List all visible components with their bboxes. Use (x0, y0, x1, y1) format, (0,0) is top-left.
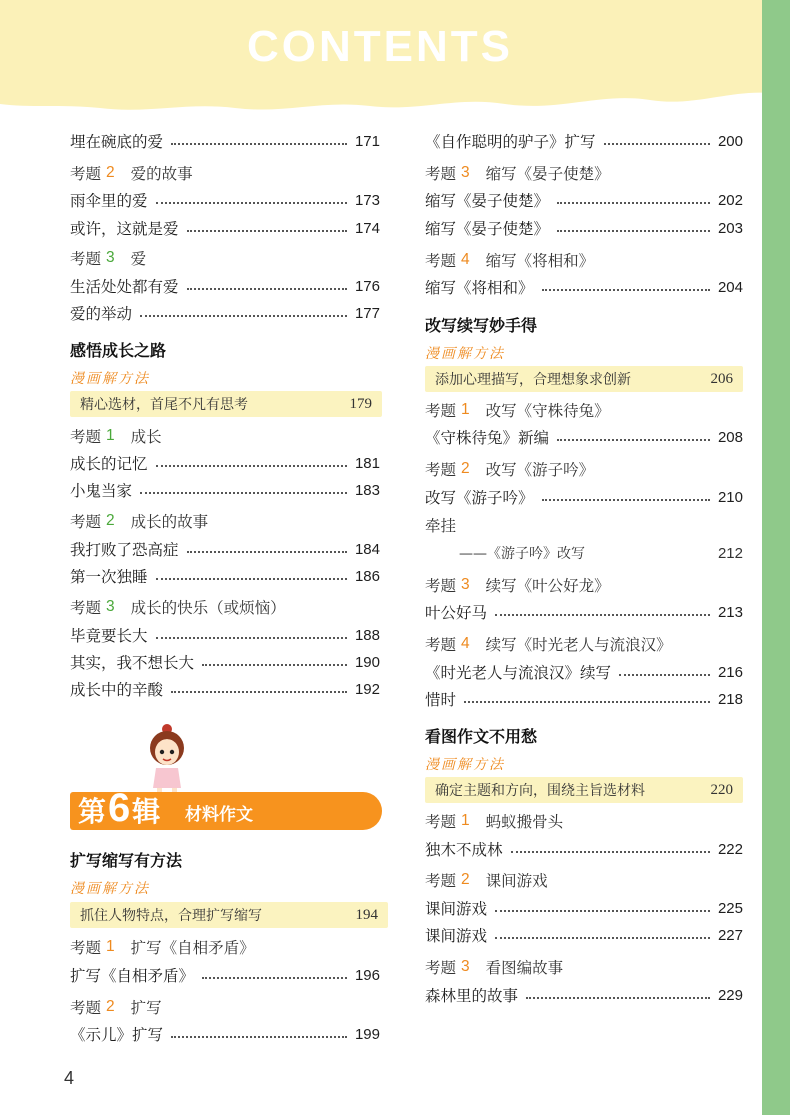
topic-number: 1 (461, 401, 470, 418)
entry-title: 《守株待兔》新编 (425, 429, 550, 447)
entry-page: 190 (354, 653, 380, 671)
side-color-strip (762, 0, 790, 1115)
toc-entry[interactable] (70, 622, 380, 648)
toc-entry[interactable] (70, 187, 380, 213)
section-heading: 看图作文不用愁 (425, 726, 538, 746)
part-banner[interactable] (70, 786, 382, 830)
entry-title: 我打败了恐高症 (70, 541, 179, 559)
topic-title: 成长 (130, 428, 162, 446)
tip-text: 抓住人物特点，合理扩写缩写 (80, 908, 262, 924)
topic-number: 2 (461, 871, 470, 888)
toc-entry[interactable] (70, 273, 380, 299)
dot-leader (187, 288, 347, 290)
topic-title: 缩写《晏子使楚》 (485, 165, 610, 183)
entry-page: 202 (717, 191, 743, 209)
tip-page: 206 (710, 370, 733, 387)
comic-method-label: 漫画解方法 (70, 881, 150, 897)
dot-leader (187, 551, 347, 553)
exam-topic (70, 934, 380, 960)
topic-title: 成长的快乐（或烦恼） (130, 599, 286, 617)
topic-title: 蚂蚁搬骨头 (485, 813, 564, 831)
dot-leader (140, 315, 347, 317)
section-heading: 感悟成长之路 (70, 340, 167, 360)
exam-topic (425, 397, 743, 423)
exam-topic (425, 247, 743, 273)
entry-title: 课间游戏 (425, 900, 488, 918)
exam-topic (70, 994, 380, 1020)
entry-page: 200 (717, 132, 743, 150)
entry-page: 183 (354, 481, 380, 499)
entry-title: 其实，我不想长大 (70, 654, 195, 672)
topic-title: 缩写《将相和》 (485, 252, 595, 270)
tip-page: 179 (349, 395, 372, 412)
entry-page: 213 (717, 603, 743, 621)
topic-title: 看图编故事 (485, 959, 564, 977)
topic-number: 4 (461, 251, 470, 268)
topic-label: 考题 (70, 165, 102, 183)
tip-page: 220 (710, 781, 733, 798)
dot-leader (495, 937, 710, 939)
dot-leader (156, 202, 347, 204)
entry-page: 176 (354, 277, 380, 295)
toc-entry[interactable] (70, 128, 380, 154)
topic-number: 4 (461, 635, 470, 652)
toc-entry[interactable] (70, 450, 380, 476)
topic-label: 考题 (425, 636, 457, 654)
toc-entry[interactable] (70, 215, 380, 241)
entry-page: 173 (354, 191, 380, 209)
tip-text: 确定主题和方向，围绕主旨选材料 (435, 783, 645, 799)
dot-leader (604, 143, 710, 145)
topic-number: 2 (106, 512, 115, 529)
comic-method-label: 漫画解方法 (425, 346, 505, 362)
entry-title: 第一次独睡 (70, 568, 148, 586)
topic-number: 2 (106, 998, 115, 1015)
dot-leader (511, 851, 710, 853)
topic-title: 改写《守株待兔》 (485, 402, 610, 420)
exam-topic (425, 808, 743, 834)
page-title: CONTENTS (247, 22, 513, 71)
entry-title: 惜时 (425, 691, 457, 709)
toc-entry[interactable] (425, 187, 743, 213)
topic-label: 考题 (425, 252, 457, 270)
entry-page: 184 (354, 540, 380, 558)
entry-title: 叶公好马 (425, 604, 488, 622)
toc-entry[interactable] (425, 836, 743, 862)
exam-topic (425, 572, 743, 598)
toc-entry[interactable] (425, 922, 743, 948)
toc-entry[interactable] (70, 477, 380, 503)
topic-label: 考题 (425, 813, 457, 831)
exam-topic (70, 594, 380, 620)
entry-page: 186 (354, 567, 380, 585)
topic-number: 2 (106, 164, 115, 181)
exam-topic (425, 867, 743, 893)
entry-page: 210 (717, 488, 743, 506)
dot-leader (526, 997, 710, 999)
entry-title: 牵挂 (425, 517, 457, 535)
part-num: 6 (108, 786, 131, 830)
topic-title: 改写《游子吟》 (485, 461, 595, 479)
topic-title: 爱 (130, 250, 147, 268)
exam-topic (70, 423, 380, 449)
dot-leader (202, 664, 347, 666)
topic-number: 3 (461, 958, 470, 975)
page-header (0, 0, 790, 112)
entry-subtitle: ——《游子吟》改写 (459, 546, 585, 562)
entry-page: 196 (354, 966, 380, 984)
exam-topic (70, 508, 380, 534)
section-heading: 扩写缩写有方法 (70, 850, 183, 870)
toc-entry[interactable] (70, 676, 380, 702)
topic-number: 1 (106, 938, 115, 955)
dot-leader (171, 691, 347, 693)
dot-leader (542, 499, 710, 501)
dot-leader (619, 674, 710, 676)
entry-title: 独木不成林 (425, 841, 503, 859)
topic-label: 考题 (70, 999, 102, 1017)
dot-leader (557, 230, 710, 232)
topic-number: 3 (461, 164, 470, 181)
exam-topic (425, 456, 743, 482)
toc-entry[interactable] (425, 982, 743, 1008)
entry-page: 181 (354, 454, 380, 472)
exam-topic (425, 631, 743, 657)
dot-leader (171, 143, 347, 145)
exam-topic (70, 160, 380, 186)
dot-leader (464, 701, 710, 703)
toc-entry[interactable] (425, 659, 743, 685)
toc-entry[interactable] (425, 274, 743, 300)
dot-leader (202, 977, 347, 979)
toc-entry[interactable] (70, 536, 380, 562)
dot-leader (495, 614, 710, 616)
entry-title: 或许，这就是爱 (70, 220, 179, 238)
comic-method-label: 漫画解方法 (70, 371, 150, 387)
dot-leader (495, 910, 710, 912)
entry-title: 生活处处都有爱 (70, 278, 179, 296)
page-number: 4 (64, 1068, 75, 1088)
topic-title: 续写《时光老人与流浪汉》 (485, 636, 672, 654)
topic-title: 成长的故事 (130, 513, 209, 531)
toc-entry[interactable] (70, 649, 380, 675)
entry-page: 208 (717, 428, 743, 446)
dot-leader (140, 492, 347, 494)
toc-entry-title-only[interactable] (425, 512, 743, 538)
topic-title: 扩写 (130, 999, 162, 1017)
exam-topic (70, 245, 380, 271)
topic-number: 1 (106, 427, 115, 444)
topic-number: 3 (106, 598, 115, 615)
topic-number: 2 (461, 460, 470, 477)
entry-page: 225 (717, 899, 743, 917)
entry-title: 缩写《将相和》 (425, 279, 534, 297)
exam-topic (425, 160, 743, 186)
toc-entry[interactable] (425, 128, 743, 154)
dot-leader (557, 439, 710, 441)
part-number (78, 786, 160, 831)
entry-page: 203 (717, 219, 743, 237)
entry-title: 缩写《晏子使楚》 (425, 192, 550, 210)
entry-title: 改写《游子吟》 (425, 489, 534, 507)
part-title: 材料作文 (185, 805, 253, 825)
entry-page: 199 (354, 1025, 380, 1043)
entry-page: 227 (717, 926, 743, 944)
topic-label: 考题 (70, 513, 102, 531)
dot-leader (542, 289, 710, 291)
entry-page: 222 (717, 840, 743, 858)
entry-page: 192 (354, 680, 380, 698)
toc-entry[interactable] (425, 424, 743, 450)
toc-sub-entry[interactable] (425, 540, 743, 566)
toc-entry[interactable] (70, 962, 380, 988)
entry-title: 毕竟要长大 (70, 627, 148, 645)
topic-title: 续写《叶公好龙》 (485, 577, 610, 595)
exam-topic (425, 954, 743, 980)
entry-title: 《自作聪明的驴子》扩写 (425, 133, 596, 151)
topic-label: 考题 (425, 461, 457, 479)
entry-title: 雨伞里的爱 (70, 192, 148, 210)
topic-title: 扩写《自相矛盾》 (130, 939, 255, 957)
entry-page: 171 (354, 132, 380, 150)
topic-label: 考题 (425, 577, 457, 595)
topic-number: 3 (106, 249, 115, 266)
topic-number: 3 (461, 576, 470, 593)
toc-entry[interactable] (425, 599, 743, 625)
topic-label: 考题 (70, 939, 102, 957)
entry-page: 212 (717, 544, 743, 562)
entry-page: 216 (717, 663, 743, 681)
toc-entry[interactable] (425, 895, 743, 921)
toc-entry[interactable] (425, 686, 743, 712)
entry-page: 188 (354, 626, 380, 644)
entry-page: 218 (717, 690, 743, 708)
dot-leader (156, 578, 347, 580)
entry-page: 204 (717, 278, 743, 296)
entry-page: 229 (717, 986, 743, 1004)
entry-title: 缩写《晏子使楚》 (425, 220, 550, 238)
toc-entry[interactable] (425, 484, 743, 510)
topic-label: 考题 (425, 872, 457, 890)
dot-leader (156, 637, 347, 639)
topic-number: 1 (461, 812, 470, 829)
entry-title: 小鬼当家 (70, 482, 133, 500)
tip-text: 添加心理描写，合理想象求创新 (435, 372, 631, 388)
entry-page: 174 (354, 219, 380, 237)
dot-leader (557, 202, 710, 204)
topic-label: 考题 (425, 402, 457, 420)
method-tip[interactable] (70, 902, 388, 928)
method-tip[interactable] (425, 366, 743, 392)
topic-label: 考题 (70, 250, 102, 268)
method-tip[interactable] (425, 777, 743, 803)
topic-title: 课间游戏 (485, 872, 548, 890)
dot-leader (156, 465, 347, 467)
entry-page: 177 (354, 304, 380, 322)
tip-text: 精心选材，首尾不凡有思考 (80, 397, 248, 413)
entry-title: 《示儿》扩写 (70, 1026, 164, 1044)
part-suffix: 辑 (132, 795, 161, 828)
section-heading: 改写续写妙手得 (425, 315, 538, 335)
entry-title: 成长中的辛酸 (70, 681, 164, 699)
dot-leader (187, 230, 347, 232)
part-prefix: 第 (78, 795, 107, 828)
dot-leader (171, 1036, 347, 1038)
entry-title: 森林里的故事 (425, 987, 519, 1005)
toc-entry[interactable] (70, 563, 380, 589)
entry-title: 扩写《自相矛盾》 (70, 967, 195, 985)
tip-page: 194 (355, 906, 378, 923)
method-tip[interactable] (70, 391, 382, 417)
topic-title: 爱的故事 (130, 165, 193, 183)
topic-label: 考题 (70, 428, 102, 446)
toc-entry[interactable] (425, 215, 743, 241)
toc-entry[interactable] (70, 1021, 380, 1047)
entry-title: 埋在碗底的爱 (70, 133, 164, 151)
topic-label: 考题 (70, 599, 102, 617)
entry-title: 成长的记忆 (70, 455, 148, 473)
comic-method-label: 漫画解方法 (425, 757, 505, 773)
toc-entry[interactable] (70, 300, 380, 326)
entry-title: 爱的举动 (70, 305, 133, 323)
entry-title: 课间游戏 (425, 927, 488, 945)
topic-label: 考题 (425, 959, 457, 977)
topic-label: 考题 (425, 165, 457, 183)
entry-title: 《时光老人与流浪汉》续写 (425, 664, 612, 682)
